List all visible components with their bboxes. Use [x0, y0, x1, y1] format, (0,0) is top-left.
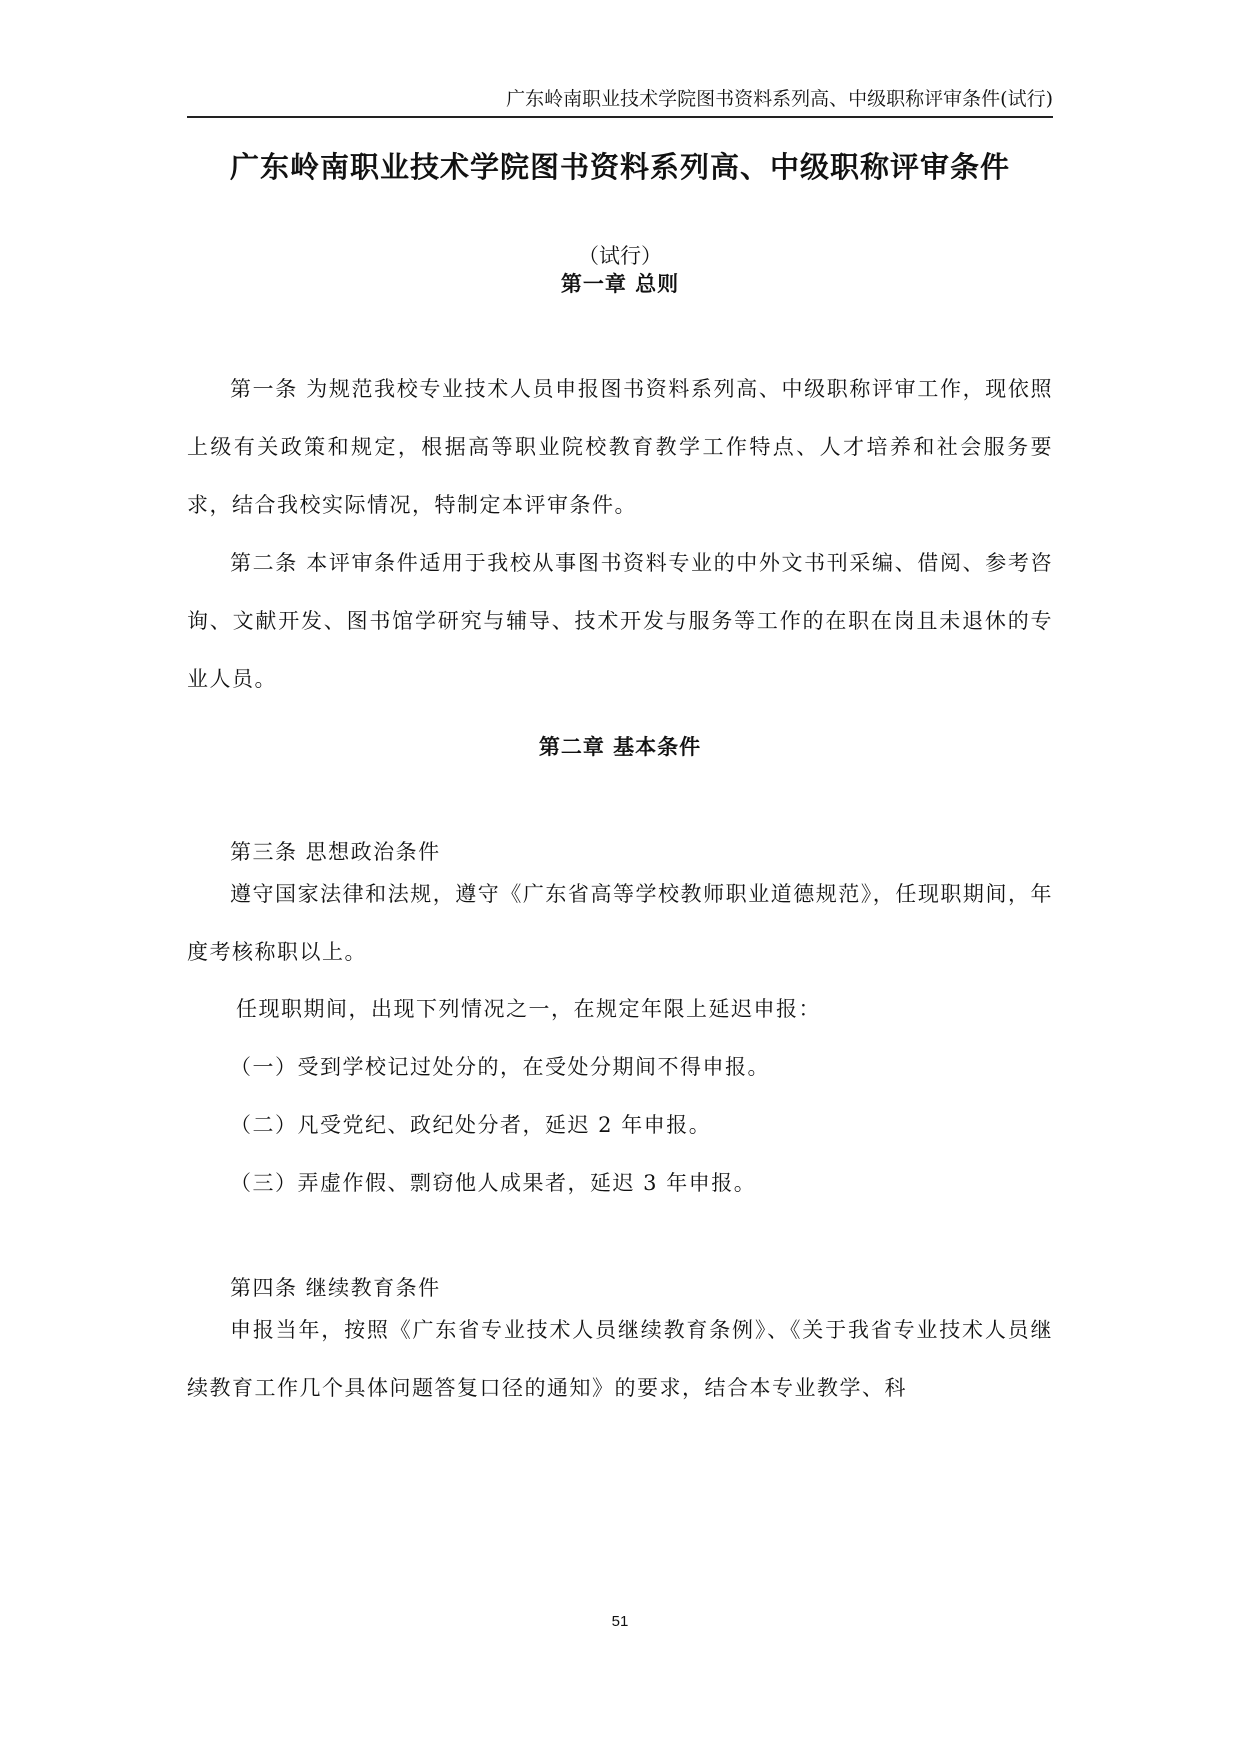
- article-3-heading: 第三条 思想政治条件: [230, 840, 441, 864]
- article-3-item-1: （一）受到学校记过处分的，在受处分期间不得申报。: [230, 1055, 770, 1079]
- article-1: 第一条 为规范我校专业技术人员申报图书资料系列高、中级职称评审工作，现依照上级有关政策和规定，根据高等职业院校教育教学工作特点、人才培养和社会服务要求，结合我校实际情况，特制定本评审条件。: [187, 377, 1053, 517]
- article-3-intro: 任现职期间，出现下列情况之一，在规定年限上延迟申报：: [236, 997, 821, 1021]
- chapter-2-heading: 第二章 基本条件: [538, 735, 702, 759]
- article-3-body: 遵守国家法律和法规，遵守《广东省高等学校教师职业道德规范》，任现职期间，年度考核称职以上。: [187, 882, 1053, 964]
- article-4-heading: 第四条 继续教育条件: [230, 1276, 441, 1300]
- article-4-body: 申报当年，按照《广东省专业技术人员继续教育条例》、《关于我省专业技术人员继续教育工作几个具体问题答复口径的通知》的要求，结合本专业教学、科: [187, 1318, 1053, 1400]
- article-2: 第二条 本评审条件适用于我校从事图书资料专业的中外文书刊采编、借阅、参考咨询、文献开发、图书馆学研究与辅导、技术开发与服务等工作的在职在岗且未退休的专业人员。: [187, 551, 1053, 691]
- running-header: 广东岭南职业技术学院图书资料系列高、中级职称评审条件(试行): [506, 88, 1053, 110]
- document-title: 广东岭南职业技术学院图书资料系列高、中级职称评审条件: [229, 150, 1010, 184]
- page-number: 51: [611, 1613, 629, 1630]
- document-subtitle: （试行）: [578, 244, 662, 268]
- article-3-item-3: （三）弄虚作假、剽窃他人成果者，延迟 3 年申报。: [230, 1171, 757, 1195]
- chapter-1-heading: 第一章 总则: [560, 272, 680, 296]
- article-3-item-2: （二）凡受党纪、政纪处分者，延迟 2 年申报。: [230, 1113, 712, 1137]
- header-divider: [187, 116, 1053, 118]
